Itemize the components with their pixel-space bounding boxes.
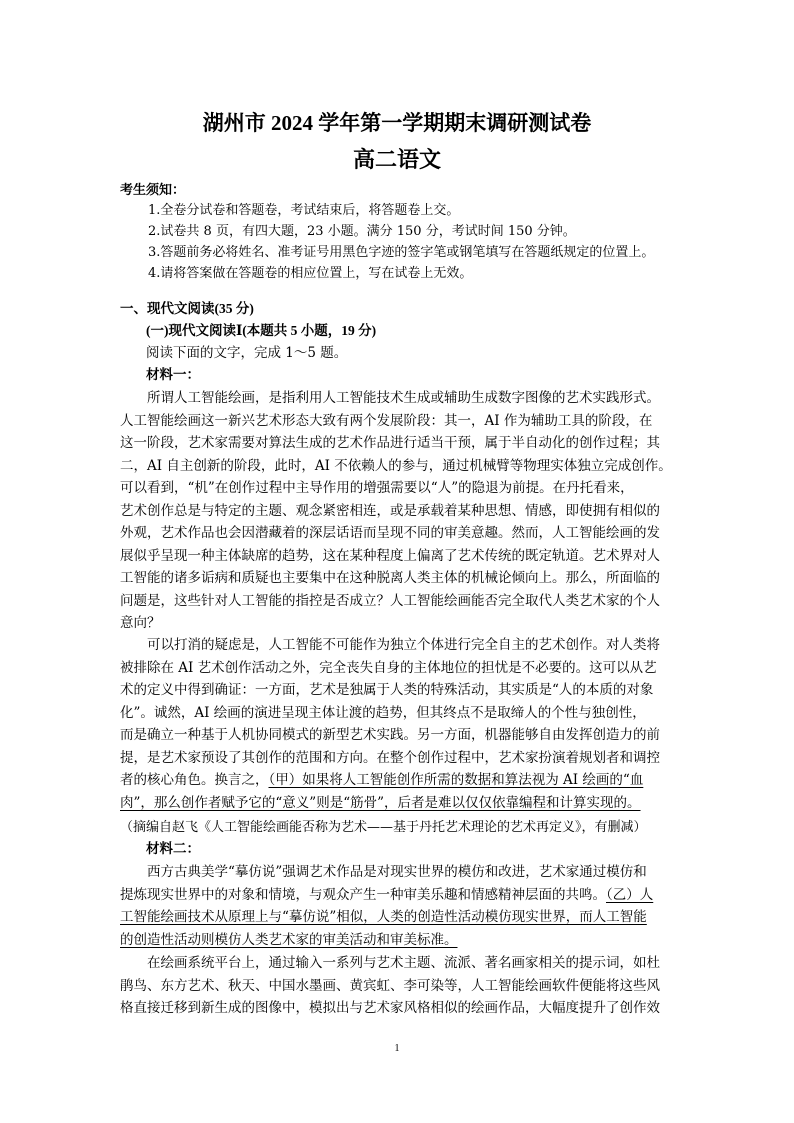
text-line: 人工智能绘画这一新兴艺术形态大致有两个发展阶段：其一，AI 作为辅助工具的阶段，在 [120,412,653,429]
instruction: 阅读下面的文字，完成 1～5 题。 [146,345,348,361]
exam-title: 湖州市 2024 学年第一学期期末调研测试卷 [202,111,592,135]
text-line [120,929,676,952]
text-line: 工智能的诸多诟病和质疑也主要集中在这种脱离人类主体的机械论倾向上。那么，所面临的 [120,570,660,586]
text-segment: 者的核心角色。换言之， [120,772,269,788]
material2-paragraph2 [120,952,676,1020]
text-line: 展似乎呈现一种主体缺席的趋势，这在某种程度上偏离了艺术传统的既定轨道。艺术界对人 [120,547,660,564]
exam-subject: 高二语文 [352,147,441,172]
text-line: 化”。诚然，AI 绘画的演进呈现主体让渡的趋势，但其终点不是取缔人的个性与独创性， [120,704,646,721]
text-segment: 提炼现实世界中的对象和情境，与观众产生一种审美乐趣和情感精神层面的共鸣。 [120,886,606,903]
text-line: 二，AI 自主创新的阶段，此时，AI 不依赖人的参与，通过机械臂等物理实体独立完成创作。 [120,457,672,474]
underlined-sentence-jia: （甲）如果将人工智能创作所需的数据和算法视为 AI 绘画的“血 [268,772,644,788]
text-line: 可以看到，“机”在创作过程中主导作用的增强需要以“人”的隐退为前提。在丹托看来， [120,480,634,496]
material-label: 材料二： [146,841,200,857]
text-line: 术的定义中得到确证：一方面，艺术是独属于人类的特殊活动，其实质是“人的本质的对象 [120,682,654,698]
text-line: 艺术创作总是与特定的主题、观念紧密相连，或是承载着某种思想、情感，即使拥有相似的 [120,502,660,519]
notice-item: 3.答题前务必将姓名、准考证号用黑色字迹的签字笔或钢笔填写在答题纸规定的位置上。 [148,245,655,260]
underlined-sentence-yi-cont: 工智能绘画技术从原理上与“摹仿说”相似，人类的创造性活动模仿现实世界，而人工智能 [120,909,647,925]
text-line: 外观，艺术作品也会因潜藏着的深层话语而呈现不同的审美意趣。然而，人工智能绘画的发 [120,525,660,541]
text-line: 西方古典美学“摹仿说”强调艺术作品是对现实世界的模仿和改进，艺术家通过模仿和 [120,864,647,880]
text-line: 被排除在 AI 艺术创作活动之外，完全丧失自身的主体地位的担忧是不必要的。这可以从艺 [120,659,657,676]
text-line: 而是确立一种基于人机协同模式的新型艺术实践。另一方面，机器能够自由发挥创造力的前 [120,727,660,743]
notice-item: 1.全卷分试卷和答题卷，考试结束后，将答题卷上交。 [148,203,460,218]
subsection-title: (一)现代文阅读Ⅰ(本题共 5 小题，19 分) [146,323,377,338]
underlined-sentence-yi-end: 的创造性活动则模仿人类艺术家的审美活动和审美标准。 [120,931,458,948]
text-line: 在绘画系统平台上，通过输入一系列与艺术主题、流派、著名画家相关的提示词，如杜 [120,955,660,971]
text-line [120,884,676,907]
text-line: 鹃鸟、东方艺术、秋天、中国水墨画、黄宾虹、李可染等，人工智能绘画软件便能将这些风 [120,977,660,994]
section-title: 一、现代文阅读(35 分) [120,301,254,316]
text-line: 问题是，这些针对人工智能的指控是否成立？人工智能绘画能否完全取代人类艺术家的个人 [120,592,660,609]
citation: （摘编自赵飞《人工智能绘画能否称为艺术——基于丹托艺术理论的艺术再定义》，有删减） [120,820,647,835]
material2-paragraph1 [120,861,676,951]
notice-item: 2.试卷共 8 页，有四大题，23 小题。满分 150 分，考试时间 150 分钟。 [148,224,576,239]
text-line: 所谓人工智能绘画，是指利用人工智能技术生成或辅助生成数字图像的艺术实践形式。 [120,390,660,406]
text-line: 格直接迁移到新生成的图像中，模拟出与艺术家风格相似的绘画作品，大幅度提升了创作效 [120,1000,660,1016]
notice-heading: 考生须知： [120,183,186,198]
material1-paragraph1 [120,387,676,635]
notice-item: 4.请将答案做在答题卷的相应位置上，写在试卷上无效。 [148,266,473,281]
text-line: 提，是艺术家预设了其创作的范围和方向。在整个创作过程中，艺术家扮演着规划者和调控 [120,749,660,766]
text-line: 这一阶段，艺术家需要对算法生成的艺术作品进行适当干预，属于半自动化的创作过程；其 [120,435,660,451]
material1-paragraph2 [120,634,676,814]
page-number: 1 [394,1043,400,1054]
text-line: 意向？ [120,615,161,631]
text-line: 可以打消的疑虑是，人工智能不可能作为独立个体进行完全自主的艺术创作。对人类将 [120,637,660,653]
underlined-sentence-yi: （乙）人 [606,886,654,903]
material-label: 材料一： [146,367,200,383]
text-line [120,769,676,792]
notice-list [148,200,654,284]
underlined-sentence-jia-cont: 肉”，那么创作者赋予它的“意义”则是“筋骨”，后者是难以仅仅依靠编程和计算实现的。 [120,794,641,811]
